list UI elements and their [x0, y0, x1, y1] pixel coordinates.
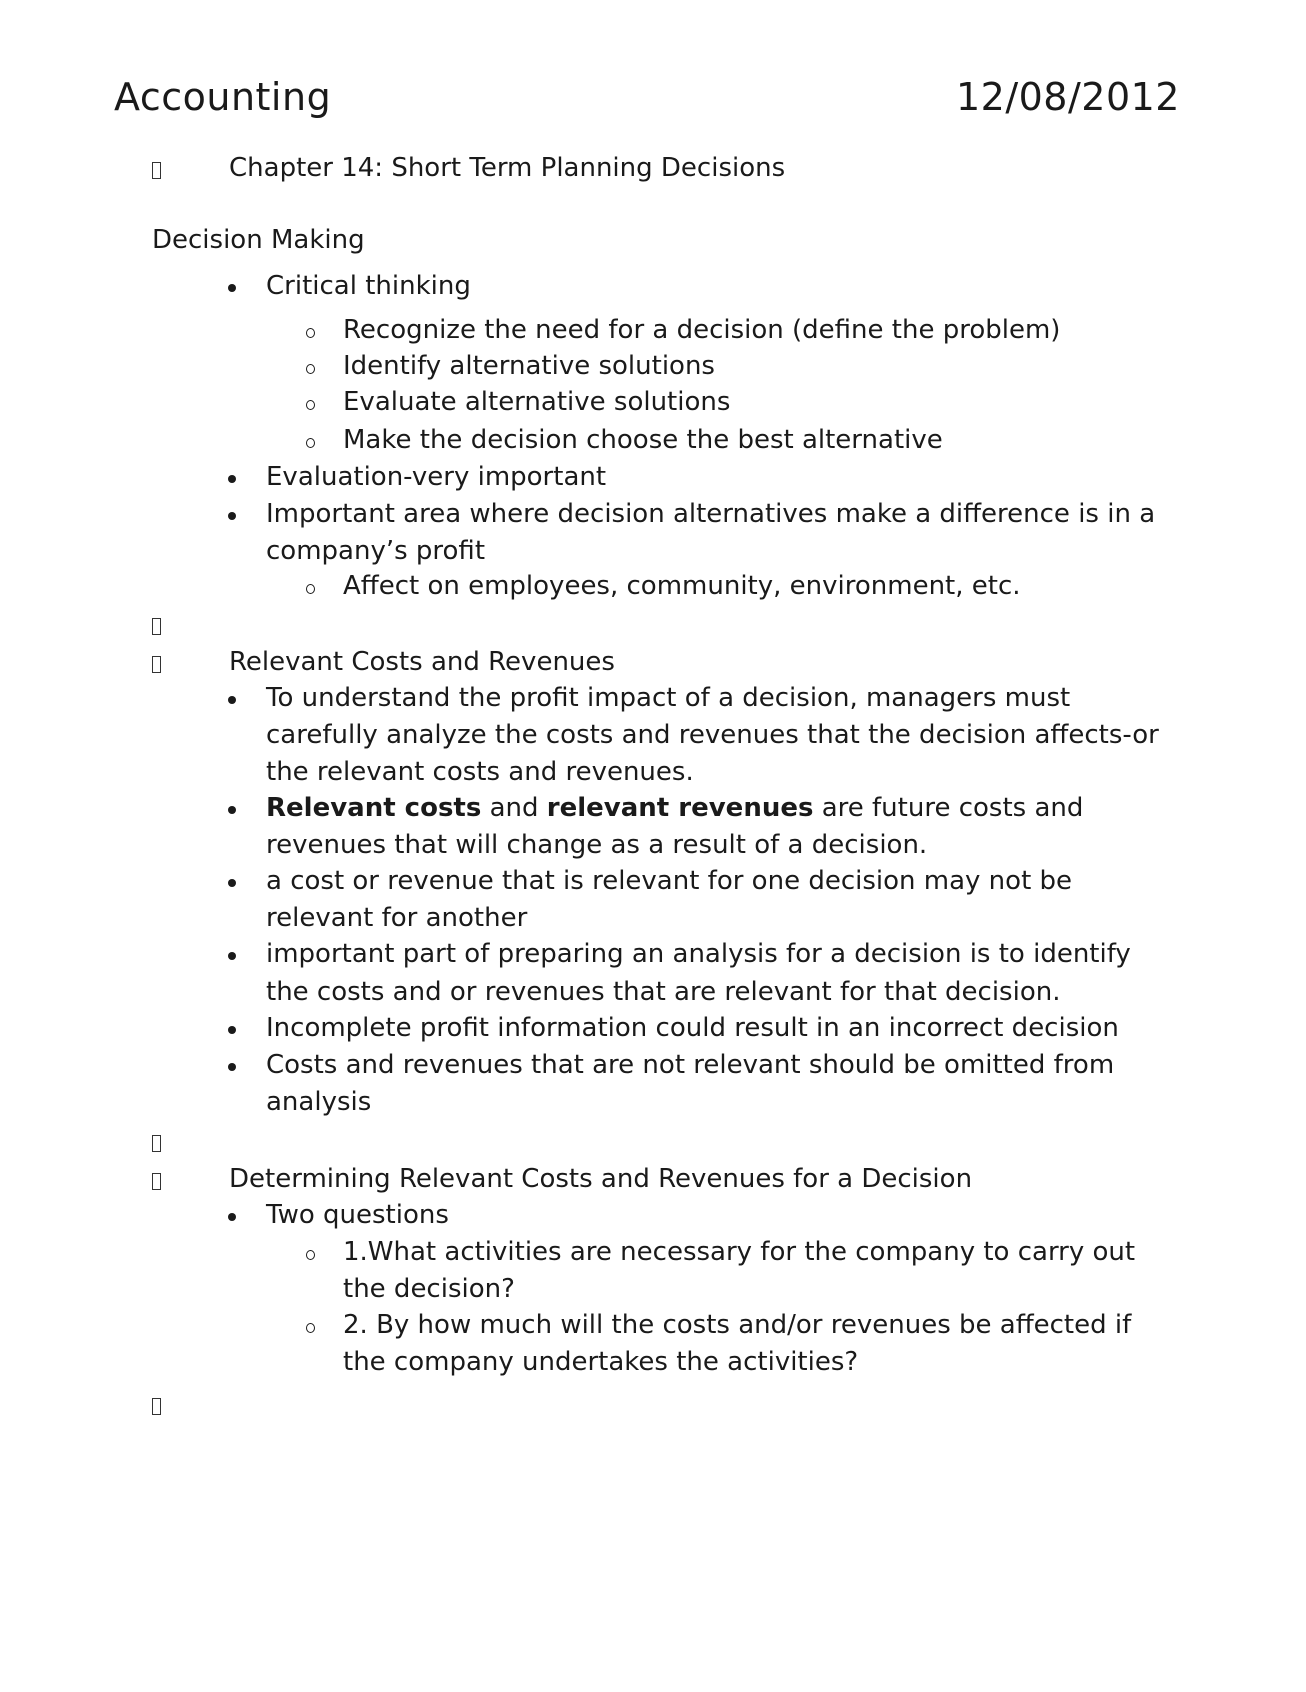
list-item: Incomplete profit information could result in an incorrect decision — [266, 1013, 1119, 1043]
bullet-icon — [228, 1026, 236, 1034]
list-item: Make the decision choose the best alternative — [343, 425, 943, 455]
document-date: 12/08/2012 — [955, 75, 1180, 119]
section-heading-decision-making: Decision Making — [152, 225, 365, 255]
list-item-continuation: relevant for another — [266, 903, 528, 933]
list-item: Recognize the need for a decision (define the problem) — [343, 315, 1061, 345]
list-item: Two questions — [266, 1200, 449, 1230]
list-item: Costs and revenues that are not relevant should be omitted from — [266, 1050, 1115, 1080]
list-item: To understand the profit impact of a decision, managers must — [266, 683, 1071, 713]
list-item-continuation: the costs and or revenues that are relevant for that decision. — [266, 977, 1061, 1007]
chapter-heading: Chapter 14: Short Term Planning Decisions — [229, 153, 786, 183]
list-item-continuation: revenues that will change as a result of a decision. — [266, 830, 928, 860]
missing-glyph-icon — [152, 162, 161, 179]
circle-bullet-icon — [306, 584, 315, 594]
missing-glyph-icon — [152, 1173, 161, 1190]
bullet-icon — [228, 806, 236, 814]
bullet-icon — [228, 512, 236, 520]
list-item-continuation: the decision? — [343, 1274, 515, 1304]
circle-bullet-icon — [306, 1323, 315, 1333]
list-item: Affect on employees, community, environment, etc. — [343, 571, 1021, 601]
list-item: Evaluate alternative solutions — [343, 387, 731, 417]
list-item-continuation: the company undertakes the activities? — [343, 1347, 859, 1377]
list-item: Identify alternative solutions — [343, 351, 715, 381]
bold-term: Relevant costs — [266, 793, 482, 823]
circle-bullet-icon — [306, 438, 315, 448]
bullet-icon — [228, 1063, 236, 1071]
circle-bullet-icon — [306, 328, 315, 338]
bullet-icon — [228, 475, 236, 483]
list-item-continuation: carefully analyze the costs and revenues that the decision affects-or — [266, 720, 1159, 750]
circle-bullet-icon — [306, 400, 315, 410]
list-item: Critical thinking — [266, 271, 471, 301]
list-item: important part of preparing an analysis for a decision is to identify — [266, 939, 1131, 969]
bullet-icon — [228, 1213, 236, 1221]
section-heading-relevant-costs: Relevant Costs and Revenues — [229, 647, 615, 677]
list-item-continuation: analysis — [266, 1087, 372, 1117]
missing-glyph-icon — [152, 656, 161, 673]
list-item-continuation: the relevant costs and revenues. — [266, 757, 694, 787]
missing-glyph-icon — [152, 1398, 161, 1415]
circle-bullet-icon — [306, 364, 315, 374]
bullet-icon — [228, 952, 236, 960]
list-item-continuation: company’s profit — [266, 536, 486, 566]
document-title: Accounting — [114, 75, 332, 119]
inline-text: are future costs and — [813, 793, 1084, 823]
list-item: 1.What activities are necessary for the company to carry out — [343, 1237, 1136, 1267]
bullet-icon — [228, 696, 236, 704]
missing-glyph-icon — [152, 618, 161, 635]
list-item — [266, 792, 1083, 824]
list-item: 2. By how much will the costs and/or revenues be affected if — [343, 1310, 1132, 1340]
bold-term: relevant revenues — [546, 793, 814, 823]
list-item: Evaluation-very important — [266, 462, 607, 492]
bullet-icon — [228, 284, 236, 292]
bullet-icon — [228, 879, 236, 887]
list-item: a cost or revenue that is relevant for one decision may not be — [266, 866, 1073, 896]
missing-glyph-icon — [152, 1135, 161, 1152]
list-item: Important area where decision alternatives make a difference is in a — [266, 499, 1156, 529]
circle-bullet-icon — [306, 1250, 315, 1260]
inline-text: and — [481, 793, 547, 823]
section-heading-determining: Determining Relevant Costs and Revenues for a Decision — [229, 1164, 973, 1194]
